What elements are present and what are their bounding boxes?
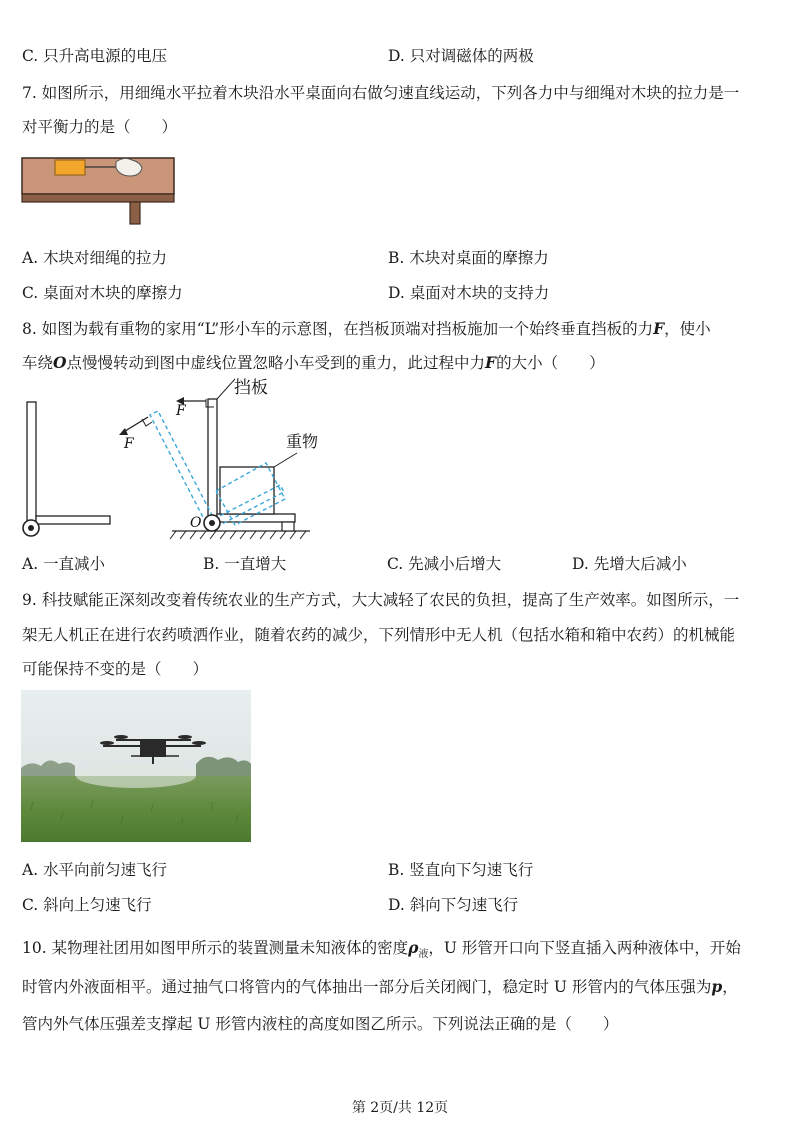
q7-option-d: D. 桌面对木块的支持力	[388, 284, 550, 302]
q8-line1-post: ，使小	[664, 320, 711, 338]
q10-text-line2	[22, 975, 738, 997]
q8-option-b: B. 一直增大	[203, 555, 287, 573]
q7-text-line2: 对平衡力的是（ ）	[22, 118, 178, 136]
q10-line2-pre: 时管内外液面相平。通过抽气口将管内的气体抽出一部分后关闭阀门，稳定时 U 形管内的气体压强为	[22, 978, 712, 996]
q8-line2-b: 点慢慢转动到图中虚线位置忽略小车受到的重力，此过程中力	[66, 354, 486, 372]
q7-option-a: A. 木块对细绳的拉力	[22, 249, 168, 267]
q10-symbol-rho: ρ	[408, 938, 419, 957]
q10-symbol-rho-sub: 液	[418, 949, 429, 961]
q8-text-line1	[22, 317, 711, 339]
q9-drone-photo	[21, 690, 251, 842]
q6-option-d: D. 只对调磁体的两极	[388, 47, 534, 65]
q8-text-line2	[22, 351, 605, 373]
q8-figure-l-cart	[18, 398, 118, 543]
q9-text-line2: 架无人机正在进行农药喷洒作业，随着农药的减少，下列情形中无人机（包括水箱和箱中农药）的机械能	[22, 626, 736, 644]
q7-option-c: C. 桌面对木块的摩擦力	[22, 284, 183, 302]
q8-label-O: O	[190, 515, 202, 531]
q8-option-d: D. 先增大后减小	[572, 555, 687, 573]
q8-label-F-top: F	[176, 403, 186, 419]
q7-option-b: B. 木块对桌面的摩擦力	[388, 249, 549, 267]
q8-line1-pre: 8. 如图为载有重物的家用“L”形小车的示意图，在挡板顶端对挡板施加一个始终垂直挡板的力	[22, 320, 654, 338]
q8-figure-rotation	[110, 375, 340, 545]
q10-line1-pre: 10. 某物理社团用如图甲所示的装置测量未知液体的密度	[22, 939, 409, 957]
q9-option-b: B. 竖直向下匀速飞行	[388, 861, 534, 879]
q8-symbol-O: O	[53, 353, 67, 372]
q10-line1-post: ，U 形管开口向下竖直插入两种液体中，开始	[428, 939, 741, 957]
q8-symbol-F-2: F	[485, 353, 497, 372]
q7-text-line1: 7. 如图所示，用细绳水平拉着木块沿水平桌面向右做匀速直线运动，下列各力中与细绳对木块的拉力是一	[22, 84, 740, 102]
page-footer: 第 2页/共 12页	[351, 1100, 449, 1116]
q9-option-c: C. 斜向上匀速飞行	[22, 896, 152, 914]
q7-figure-table	[20, 150, 178, 226]
q10-text-line3: 管内外气体压强差支撑起 U 形管内液柱的高度如图乙所示。下列说法正确的是（ ）	[22, 1015, 619, 1033]
q8-label-F-rotated: F	[124, 436, 134, 452]
q8-label-weight: 重物	[286, 432, 319, 451]
q8-label-baffle: 挡板	[234, 378, 268, 398]
q8-line2-c: 的大小（ ）	[496, 354, 605, 372]
q10-symbol-p: p	[711, 977, 723, 996]
q9-text-line3: 可能保持不变的是（ ）	[22, 660, 209, 678]
q6-option-c: C. 只升高电源的电压	[22, 47, 168, 65]
q8-option-a: A. 一直减小	[22, 555, 106, 573]
q8-option-c: C. 先减小后增大	[387, 555, 502, 573]
q8-symbol-F: F	[653, 319, 665, 338]
q9-option-a: A. 水平向前匀速飞行	[22, 861, 168, 879]
q9-text-line1: 9. 科技赋能正深刻改变着传统农业的生产方式，大大减轻了农民的负担，提高了生产效率。如图所示，一	[22, 591, 740, 609]
q10-text-line1	[22, 936, 741, 960]
q8-line2-a: 车绕	[22, 354, 54, 372]
q9-option-d: D. 斜向下匀速飞行	[388, 896, 519, 914]
q10-line2-post: ，	[722, 978, 738, 996]
